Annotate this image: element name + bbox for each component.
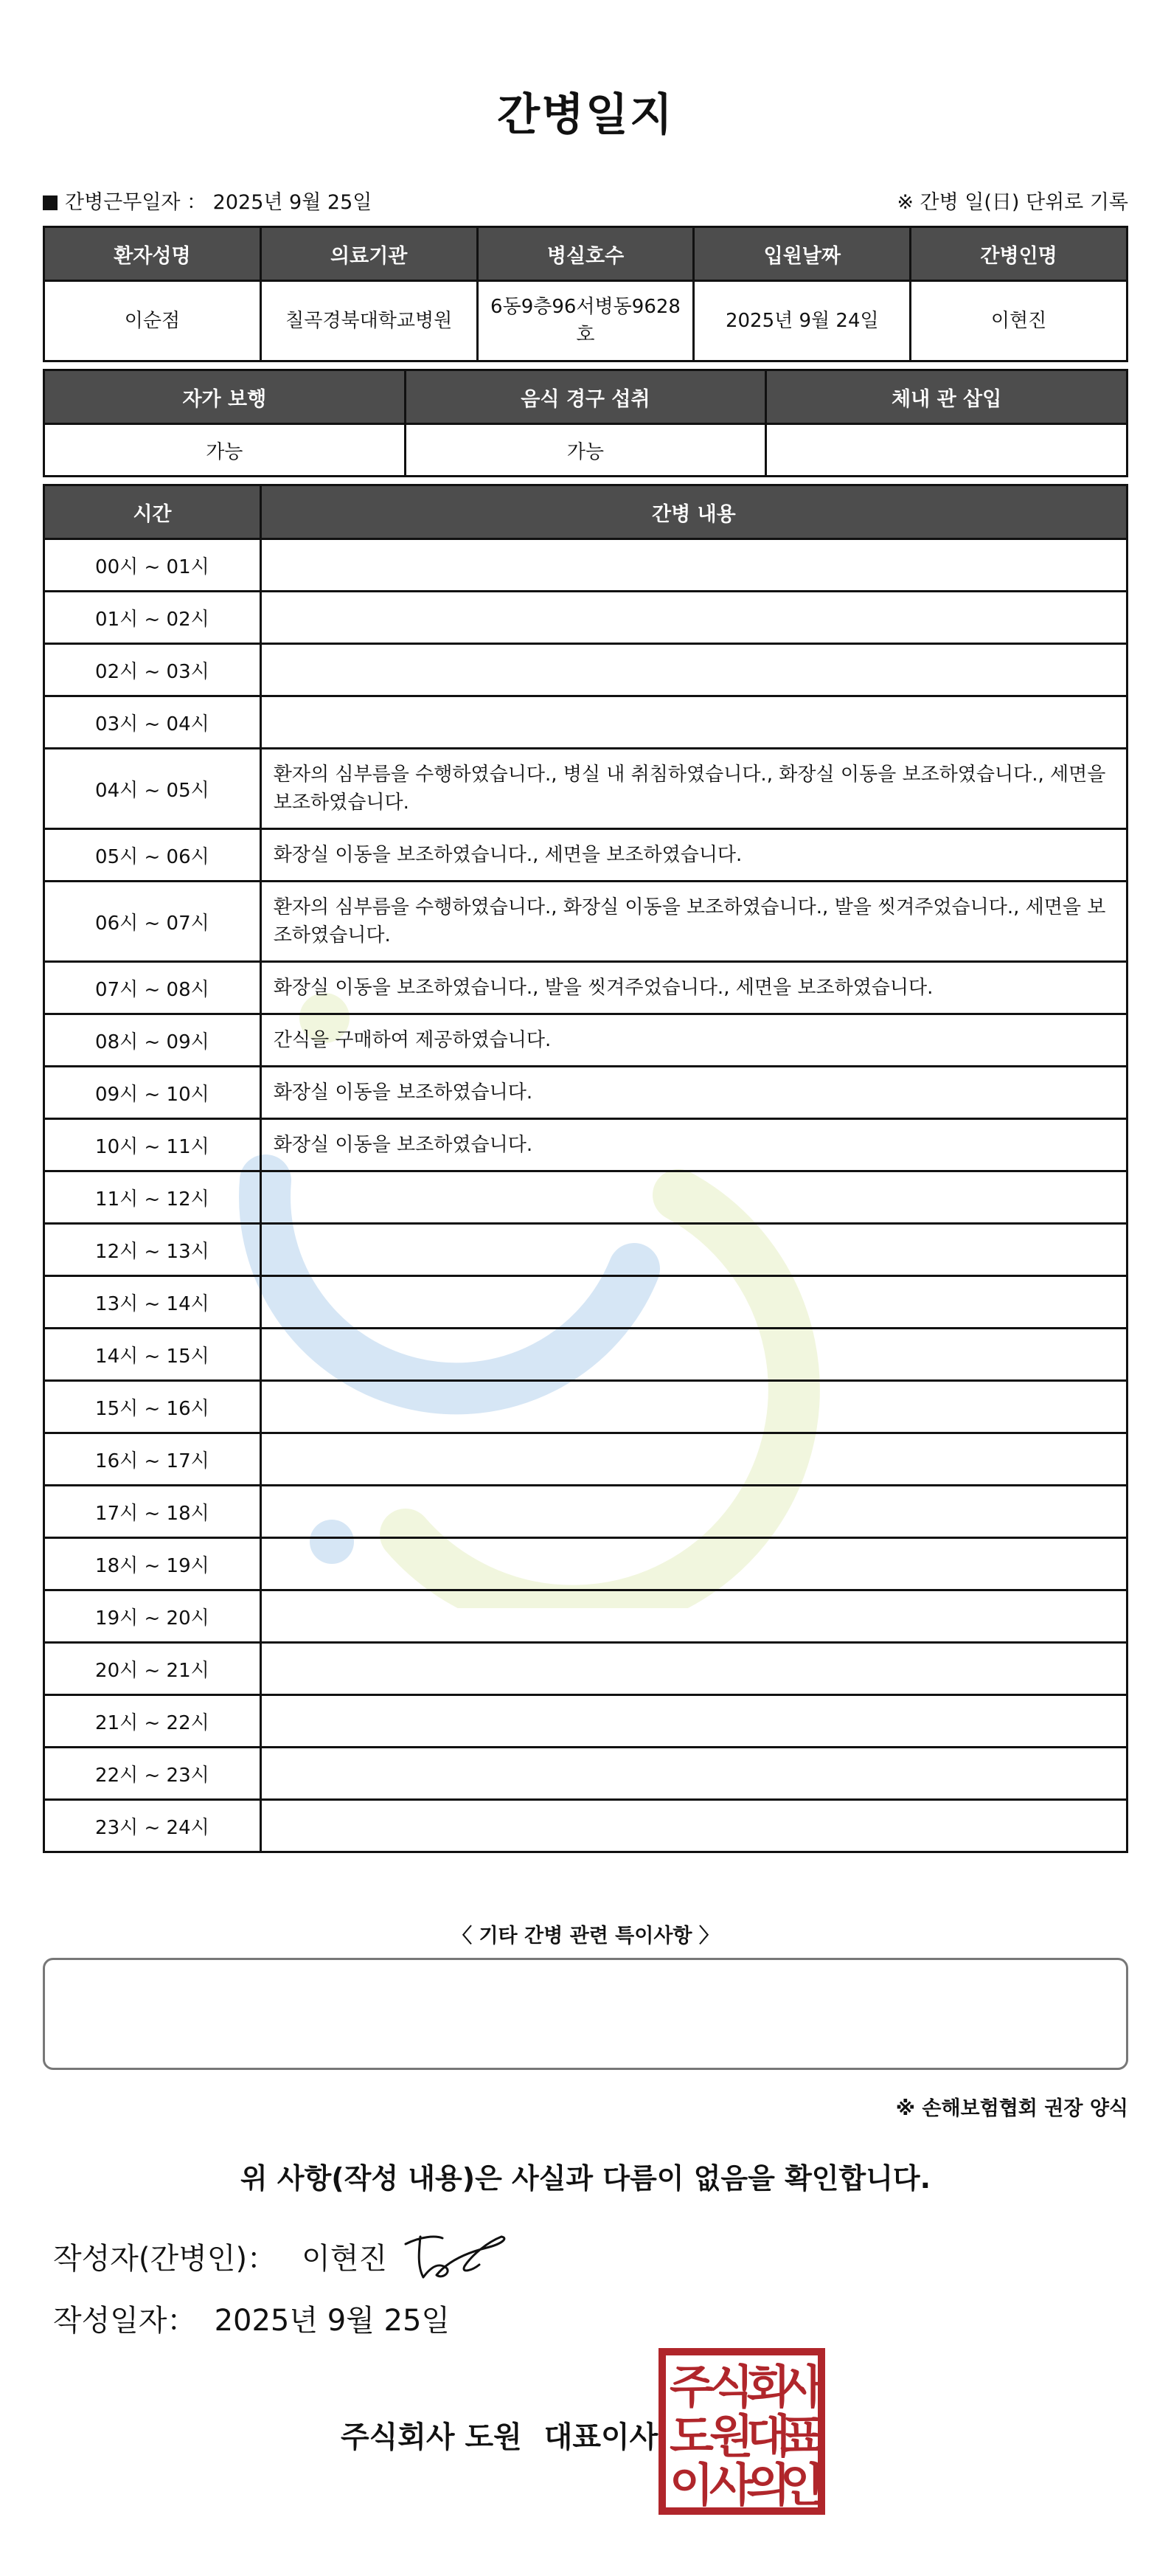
square-bullet-icon (43, 195, 58, 210)
patient-info-header-row (44, 227, 1127, 281)
hospital-name: 칠곡경북대학교병원 (260, 281, 477, 361)
care-log-time: 17시 ~ 18시 (44, 1486, 261, 1538)
care-log-time: 00시 ~ 01시 (44, 539, 261, 592)
care-log-row (44, 882, 1127, 962)
care-log-content (260, 1171, 1127, 1224)
care-log-row (44, 539, 1127, 592)
care-log-row (44, 1014, 1127, 1067)
status-value-row (44, 424, 1127, 477)
care-log-time: 16시 ~ 17시 (44, 1433, 261, 1486)
written-date-line (53, 2297, 450, 2339)
care-log-time: 03시 ~ 04시 (44, 696, 261, 749)
writer-name: 이현진 (302, 2242, 387, 2276)
care-log-time: 12시 ~ 13시 (44, 1224, 261, 1276)
ceo-title: 대표이사 (543, 2420, 659, 2454)
care-log-row (44, 1067, 1127, 1119)
care-log-row (44, 1224, 1127, 1276)
patient-info-value-row (44, 281, 1127, 361)
document-title: 간병일지 (497, 89, 674, 141)
header-hospital: 의료기관 (260, 227, 477, 281)
care-log-content (260, 1224, 1127, 1276)
care-log-row (44, 1538, 1127, 1590)
header-self-walking: 자가 보행 (44, 370, 406, 424)
care-log-content: 화장실 이동을 보조하였습니다., 세면을 보조하였습니다. (260, 829, 1127, 882)
care-log-content (260, 1748, 1127, 1800)
status-header-row (44, 370, 1127, 424)
company-name: 주식회사 도원 (341, 2420, 522, 2454)
care-log-time: 07시 ~ 08시 (44, 962, 261, 1014)
writer-line (53, 2235, 387, 2277)
work-date-line (43, 186, 372, 215)
care-log-content (260, 1381, 1127, 1433)
caregiver-name: 이현진 (911, 281, 1127, 361)
care-log-row (44, 1590, 1127, 1643)
care-log-row (44, 1329, 1127, 1381)
care-log-content (260, 1590, 1127, 1643)
room-number: 6동9층96서병동9628호 (477, 281, 694, 361)
confirmation-statement: 위 사항(작성 내용)은 사실과 다름이 없음을 확인합니다. (240, 2162, 931, 2195)
care-log-header-row (44, 485, 1127, 539)
svg-text:의: 의 (746, 2458, 790, 2512)
care-log-time: 23시 ~ 24시 (44, 1800, 261, 1852)
care-log-row (44, 1381, 1127, 1433)
svg-text:이: 이 (670, 2458, 714, 2512)
care-log-time: 11시 ~ 12시 (44, 1171, 261, 1224)
care-log-content (260, 1800, 1127, 1852)
header-patient-name: 환자성명 (44, 227, 261, 281)
care-log-row (44, 1800, 1127, 1852)
patient-info-table (43, 226, 1128, 362)
recommendation-note: ※ 손해보험협회 권장 양식 (895, 2097, 1128, 2120)
care-log-time: 20시 ~ 21시 (44, 1643, 261, 1695)
care-log-content (260, 644, 1127, 696)
patient-name: 이순점 (44, 281, 261, 361)
written-date-value: 2025년 9월 25일 (214, 2304, 451, 2338)
svg-text:대: 대 (746, 2409, 790, 2463)
care-log-time: 02시 ~ 03시 (44, 644, 261, 696)
care-log-content (260, 1329, 1127, 1381)
header-oral-intake: 음식 경구 섭취 (405, 370, 766, 424)
care-log-time: 08시 ~ 09시 (44, 1014, 261, 1067)
care-log-time: 10시 ~ 11시 (44, 1119, 261, 1171)
care-log-row (44, 749, 1127, 829)
care-log-content (260, 1695, 1127, 1748)
care-log-row (44, 962, 1127, 1014)
care-log-content (260, 1538, 1127, 1590)
svg-text:도: 도 (670, 2409, 714, 2463)
care-log-time: 21시 ~ 22시 (44, 1695, 261, 1748)
care-log-time: 19시 ~ 20시 (44, 1590, 261, 1643)
handwritten-signature (391, 2222, 516, 2288)
header-care-content: 간병 내용 (260, 485, 1127, 539)
special-notes-title: 〈 기타 간병 관련 특이사항 〉 (452, 1925, 719, 1947)
care-log-content (260, 1643, 1127, 1695)
care-log-row (44, 1119, 1127, 1171)
care-log-row (44, 1433, 1127, 1486)
care-log-time: 06시 ~ 07시 (44, 882, 261, 962)
care-log-content: 환자의 심부름을 수행하였습니다., 화장실 이동을 보조하였습니다., 발을 씻겨주었습니다., 세면을 보조하였습니다. (260, 882, 1127, 962)
care-log-time: 15시 ~ 16시 (44, 1381, 261, 1433)
care-log-row (44, 1171, 1127, 1224)
svg-text:사: 사 (709, 2458, 754, 2512)
written-date-label: 작성일자： (53, 2304, 197, 2338)
care-log-time: 18시 ~ 19시 (44, 1538, 261, 1590)
care-log-content: 간식을 구매하여 제공하였습니다. (260, 1014, 1127, 1067)
care-log-content (260, 1276, 1127, 1329)
care-log-time: 09시 ~ 10시 (44, 1067, 261, 1119)
svg-text:주: 주 (670, 2360, 714, 2414)
company-seal (658, 2347, 826, 2516)
care-log-row (44, 829, 1127, 882)
special-notes-box (43, 1958, 1128, 2070)
oral-intake-value: 가능 (405, 424, 766, 477)
svg-text:사: 사 (780, 2360, 824, 2414)
care-log-content (260, 592, 1127, 644)
svg-text:회: 회 (746, 2360, 790, 2414)
header-admission-date: 입원날짜 (694, 227, 911, 281)
svg-text:표: 표 (780, 2409, 824, 2463)
care-log-content (260, 1486, 1127, 1538)
care-log-time: 13시 ~ 14시 (44, 1276, 261, 1329)
care-log-content: 화장실 이동을 보조하였습니다. (260, 1067, 1127, 1119)
care-log-content (260, 1433, 1127, 1486)
care-log-time: 01시 ~ 02시 (44, 592, 261, 644)
care-log-row (44, 1695, 1127, 1748)
self-walking-value: 가능 (44, 424, 406, 477)
care-log-row (44, 592, 1127, 644)
svg-text:식: 식 (709, 2360, 754, 2414)
header-caregiver-name: 간병인명 (911, 227, 1127, 281)
care-log-time: 14시 ~ 15시 (44, 1329, 261, 1381)
writer-label: 작성자(간병인)： (53, 2242, 277, 2276)
care-log-content: 환자의 심부름을 수행하였습니다., 병실 내 취침하였습니다., 화장실 이동을 보조하였습니다., 세면을 보조하였습니다. (260, 749, 1127, 829)
care-log-row (44, 1748, 1127, 1800)
care-log-content: 화장실 이동을 보조하였습니다. (260, 1119, 1127, 1171)
header-time: 시간 (44, 485, 261, 539)
care-log-row (44, 644, 1127, 696)
care-log-row (44, 1486, 1127, 1538)
admission-date: 2025년 9월 24일 (694, 281, 911, 361)
care-log-time: 05시 ~ 06시 (44, 829, 261, 882)
work-date-value: 2025년 9월 25일 (212, 191, 372, 214)
care-log-time: 22시 ~ 23시 (44, 1748, 261, 1800)
care-log-row (44, 1276, 1127, 1329)
care-log-table (43, 484, 1128, 1853)
tube-insertion-value (766, 424, 1127, 477)
work-date-label: 간병근무일자 ： (65, 191, 207, 214)
svg-text:원: 원 (709, 2409, 754, 2463)
record-note: ※ 간병 일(日) 단위로 기록 (897, 191, 1128, 214)
patient-status-table (43, 369, 1128, 477)
care-log-time: 04시 ~ 05시 (44, 749, 261, 829)
svg-text:인: 인 (780, 2458, 824, 2512)
care-log-content (260, 696, 1127, 749)
care-log-row (44, 1643, 1127, 1695)
header-room-number: 병실호수 (477, 227, 694, 281)
care-log-content: 화장실 이동을 보조하였습니다., 발을 씻겨주었습니다., 세면을 보조하였습니다. (260, 962, 1127, 1014)
care-log-content (260, 539, 1127, 592)
care-log-row (44, 696, 1127, 749)
header-tube-insertion: 체내 관 삽입 (766, 370, 1127, 424)
company-line (341, 2414, 658, 2456)
